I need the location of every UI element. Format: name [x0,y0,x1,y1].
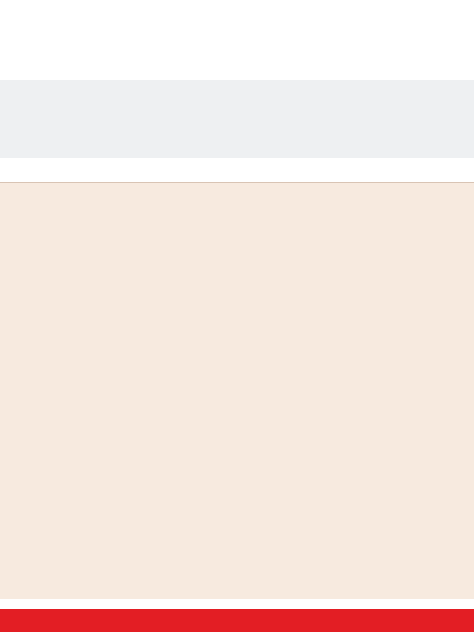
intro-box [0,80,474,158]
footer-banner [0,609,474,632]
pronoun-table [0,182,474,599]
